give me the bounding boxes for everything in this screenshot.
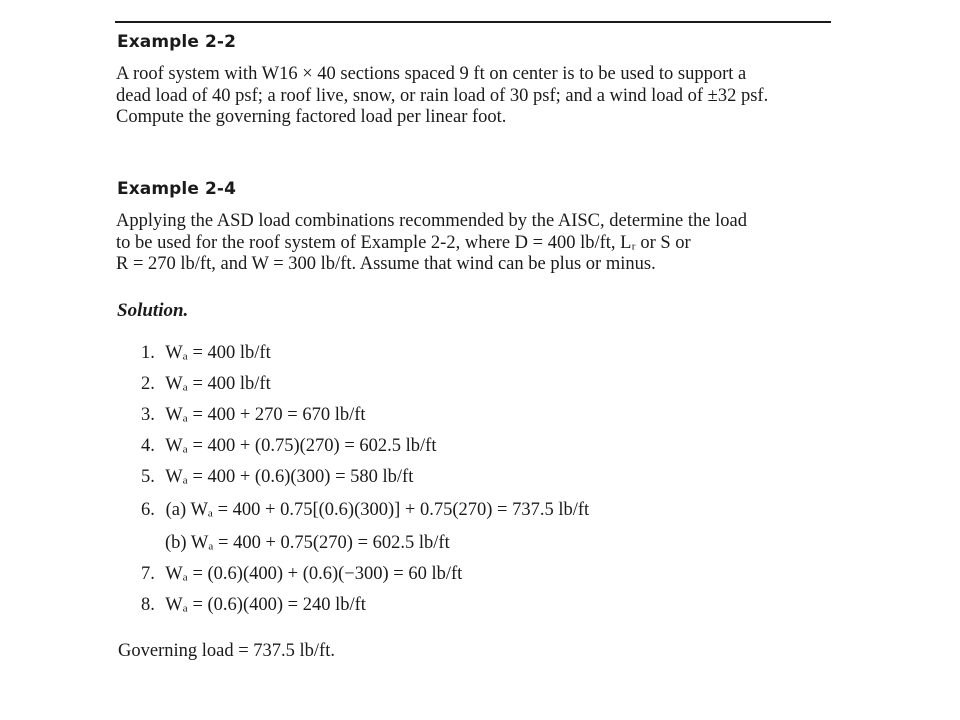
step-number: 2. — [141, 374, 155, 394]
solution-step-6b — [165, 533, 450, 554]
example-2-4-line-3: R = 270 lb/ft, and W = 300 lb/ft. Assume that wind can be plus or minus. — [116, 254, 656, 274]
solution-step-4 — [141, 436, 436, 457]
step-expression: (b) Wₐ = 400 + 0.75(270) = 602.5 lb/ft — [165, 533, 450, 553]
step-number: 4. — [141, 436, 155, 456]
solution-step-7 — [141, 564, 462, 585]
step-number: 7. — [141, 564, 155, 584]
step-expression: Wₐ = 400 + 270 = 670 lb/ft — [165, 405, 366, 425]
example-2-2-line-3: Compute the governing factored load per linear foot. — [116, 107, 507, 127]
example-2-2-line-2: dead load of 40 psf; a roof live, snow, or rain load of 30 psf; and a wind load of ±32 psf. — [116, 85, 769, 106]
example-2-4-heading: Example 2-4 — [117, 179, 237, 199]
step-number: 6. — [141, 500, 155, 520]
step-expression: Wₐ = 400 + (0.6)(300) = 580 lb/ft — [165, 467, 414, 487]
solution-step-8 — [141, 595, 366, 616]
step-expression: Wₐ = (0.6)(400) + (0.6)(−300) = 60 lb/ft — [165, 564, 463, 584]
solution-step-2 — [141, 374, 271, 395]
step-expression: Wₐ = 400 lb/ft — [165, 374, 271, 394]
solution-step-1 — [141, 343, 271, 364]
example-2-2-text — [116, 64, 830, 129]
example-2-2-heading: Example 2-2 — [117, 32, 237, 52]
example-2-2-line-1: A roof system with W16 × 40 sections spaced 9 ft on center is to be used to support a — [116, 64, 747, 84]
step-expression: Wₐ = 400 lb/ft — [165, 343, 271, 363]
solution-step-3 — [141, 405, 366, 426]
step-number: 8. — [141, 595, 155, 615]
example-2-4-text — [116, 211, 852, 276]
step-expression: Wₐ = (0.6)(400) = 240 lb/ft — [165, 595, 366, 615]
step-number: 3. — [141, 405, 155, 425]
example-2-4-line-2: to be used for the roof system of Example 2-2, where D = 400 lb/ft, Lᵣ or S or — [116, 232, 691, 253]
governing-load: Governing load = 737.5 lb/ft. — [118, 641, 335, 661]
solution-label: Solution. — [117, 300, 189, 321]
example-2-4-line-1: Applying the ASD load combinations recommended by the AISC, determine the load — [116, 211, 747, 231]
step-number: 5. — [141, 467, 155, 487]
step-expression: (a) Wₐ = 400 + 0.75[(0.6)(300)] + 0.75(270) = 737.5 lb/ft — [165, 500, 590, 520]
top-rule — [115, 21, 831, 23]
solution-step-6a — [141, 500, 589, 521]
step-number: 1. — [141, 343, 155, 363]
step-expression: Wₐ = 400 + (0.75)(270) = 602.5 lb/ft — [165, 436, 437, 456]
solution-step-5 — [141, 467, 413, 488]
